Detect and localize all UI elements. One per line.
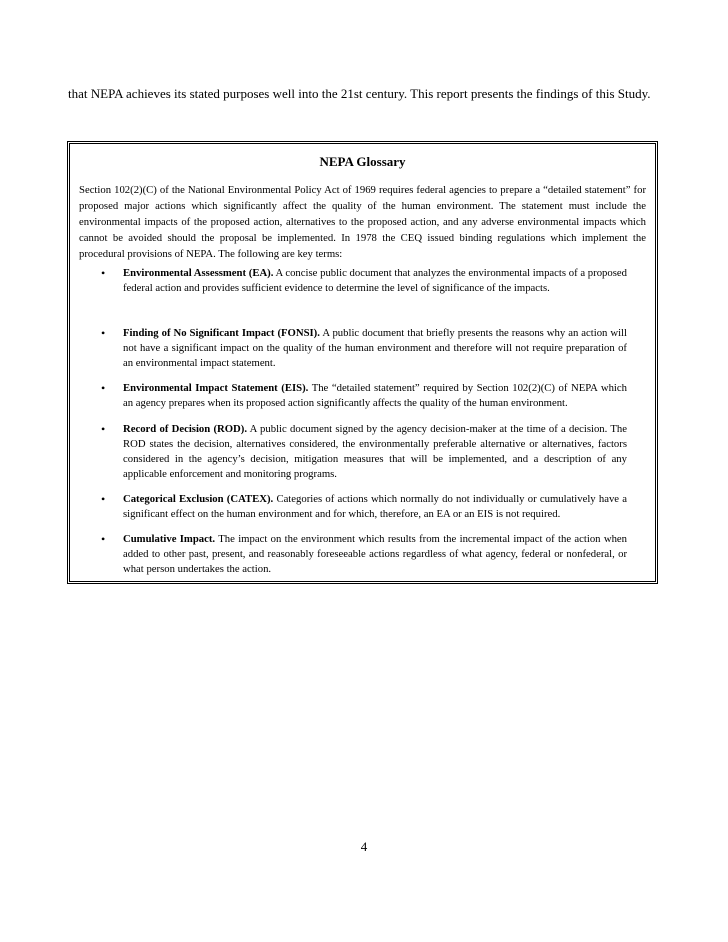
term-name: Cumulative Impact. [123, 533, 216, 545]
term-definition: The “detailed statement” required by Section 102(2)(C) of NEPA which an agency prepares when its proposed action significantly affects the quality of the human environment. [123, 382, 627, 409]
term-name: Record of Decision (ROD). [123, 423, 248, 435]
term-definition: A public document signed by the agency decision-maker at the time of a decision. The ROD states the decision, alternatives considered, the environmentally preferable alternative or alternatives, factors considered in the agency’s decision, mitigation measures that will be implemented, and a description of any applicable enforcement and monitoring programs. [123, 423, 627, 480]
page-number: 4 [360, 839, 368, 854]
bullet-icon: • [101, 381, 106, 395]
bullet-icon: • [101, 326, 106, 340]
bullet-icon: • [101, 422, 106, 436]
glossary-title: NEPA Glossary [319, 154, 406, 169]
term-definition: A concise public document that analyzes the environmental impacts of a proposed federal action and provides sufficient evidence to determine the level of significance of the impacts. [123, 267, 627, 294]
glossary-box [67, 141, 658, 584]
term-name: Environmental Assessment (EA). [123, 267, 274, 279]
term-name: Environmental Impact Statement (EIS). [123, 382, 309, 394]
intro-paragraph: that NEPA achieves its stated purposes well into the 21st century. This report presents the findings of this Study. [68, 86, 651, 101]
bullet-icon: • [101, 492, 106, 506]
glossary-intro: Section 102(2)(C) of the National Environmental Policy Act of 1969 requires federal agencies to prepare a “detailed statement” for proposed major actions which significantly affect the quality of the human environment. The statement must include the environmental impacts of the proposed action, alternatives to the proposed action, and any adverse environmental impacts which cannot be avoided should the proposal be implemented. In 1978 the CEQ issued binding regulations which implement the procedural provisions of NEPA. The following are key terms: [79, 184, 646, 260]
term-name: Categorical Exclusion (CATEX). [123, 493, 274, 505]
term-definition: The impact on the environment which results from the incremental impact of the action when added to other past, present, and reasonably foreseeable actions regardless of what agency, federal or nonfederal, or what person undertakes the action. [123, 533, 628, 575]
term-definition: Categories of actions which normally do not individually or cumulatively have a significant effect on the human environment and for which, therefore, an EA or an EIS is not required. [123, 493, 628, 520]
bullet-icon: • [101, 266, 106, 280]
term-definition: A public document that briefly presents the reasons why an action will not have a significant impact on the quality of the human environment and therefore will not require preparation of an environmental impact statement. [123, 327, 627, 369]
term-name: Finding of No Significant Impact (FONSI). [123, 327, 320, 339]
bullet-icon: • [101, 532, 106, 546]
